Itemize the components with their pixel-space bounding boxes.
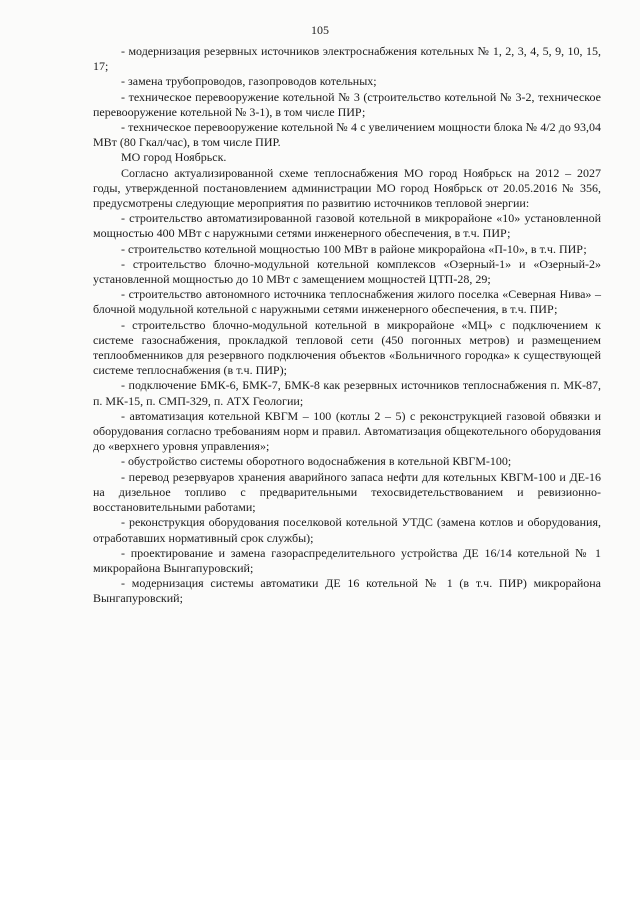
page-number: 105 bbox=[311, 23, 329, 37]
paragraph: - техническое перевооружение котельной № 4 с увеличением мощности блока № 4/2 до 93,04 МВт (80 Гкал/час), в том числе ПИР. bbox=[93, 120, 601, 150]
paragraph: - строительство автономного источника теплоснабжения жилого поселка «Северная Нива» – блочной модульной котельной с наружными сетями инженерного обеспечения, в т.ч. ПИР; bbox=[93, 287, 601, 317]
paragraph: - перевод резервуаров хранения аварийного запаса нефти для котельных КВГМ-100 и ДЕ-16 на дизельное топливо с предварительными техосвидетельствованием и ревизионно-восстановительными работами; bbox=[93, 469, 601, 515]
paragraph: - модернизация системы автоматики ДЕ 16 котельной № 1 (в т.ч. ПИР) микрорайона Вынгапуровский; bbox=[93, 576, 601, 606]
blank-margin bbox=[0, 760, 640, 905]
paragraph: - строительство автоматизированной газовой котельной в микрорайоне «10» установленной мощностью 400 МВт с наружными сетями инженерного обеспечения, в т.ч. ПИР; bbox=[93, 211, 601, 241]
body-text bbox=[93, 44, 601, 607]
section-heading: МО город Ноябрьск. bbox=[121, 150, 227, 165]
paragraph: - замена трубопроводов, газопроводов котельных; bbox=[121, 74, 377, 89]
paragraph: - строительство котельной мощностью 100 МВт в районе микрорайона «П-10», в т.ч. ПИР; bbox=[121, 241, 587, 256]
paragraph: - проектирование и замена газораспределительного устройства ДЕ 16/14 котельной № 1 микрорайона Вынгапуровский; bbox=[93, 545, 601, 575]
paragraph: Согласно актуализированной схеме теплоснабжения МО город Ноябрьск на 2012 – 2027 годы, утвержденной постановлением администрации МО город Ноябрьск от 20.05.2016 № 356, предусмотрены следующие мероприятия по развитию источников тепловой энергии: bbox=[93, 165, 601, 211]
paragraph: - автоматизация котельной КВГМ – 100 (котлы 2 – 5) с реконструкцией газовой обвязки и оборудования согласно требованиям норм и правил. Автоматизация общекотельного оборудования до «верхнего уровня управления»; bbox=[93, 408, 601, 454]
paragraph: - обустройство системы оборотного водоснабжения в котельной КВГМ-100; bbox=[121, 454, 512, 469]
paragraph: - подключение БМК-6, БМК-7, БМК-8 как резервных источников теплоснабжения п. МК-87, п. МК-15, п. СМП-329, п. АТХ Геологии; bbox=[93, 378, 601, 408]
paragraph: - строительство блочно-модульной котельной комплексов «Озерный-1» и «Озерный-2» установленной мощностью до 10 МВт с замещением мощностей ЦТП-28, 29; bbox=[93, 256, 601, 287]
paragraph: - модернизация резервных источников электроснабжения котельных № 1, 2, 3, 4, 5, 9, 10, 15, 17; bbox=[93, 44, 601, 74]
paragraph: - техническое перевооружение котельной № 3 (строительство котельной № 3-2, техническое перевооружение котельной № 3-1), в том числе ПИР; bbox=[93, 89, 601, 119]
paragraph: - реконструкция оборудования поселковой котельной УТДС (замена котлов и оборудования, отработавших нормативный срок службы); bbox=[93, 515, 601, 545]
paragraph: - строительство блочно-модульной котельной в микрорайоне «МЦ» с подключением к системе газоснабжения, прокладкой тепловой сети (450 погонных метров) и размещением теплообменников для резервного подключения объектов «Больничного городка» к существующей системе теплоснабжения (в т.ч. ПИР); bbox=[93, 317, 601, 378]
